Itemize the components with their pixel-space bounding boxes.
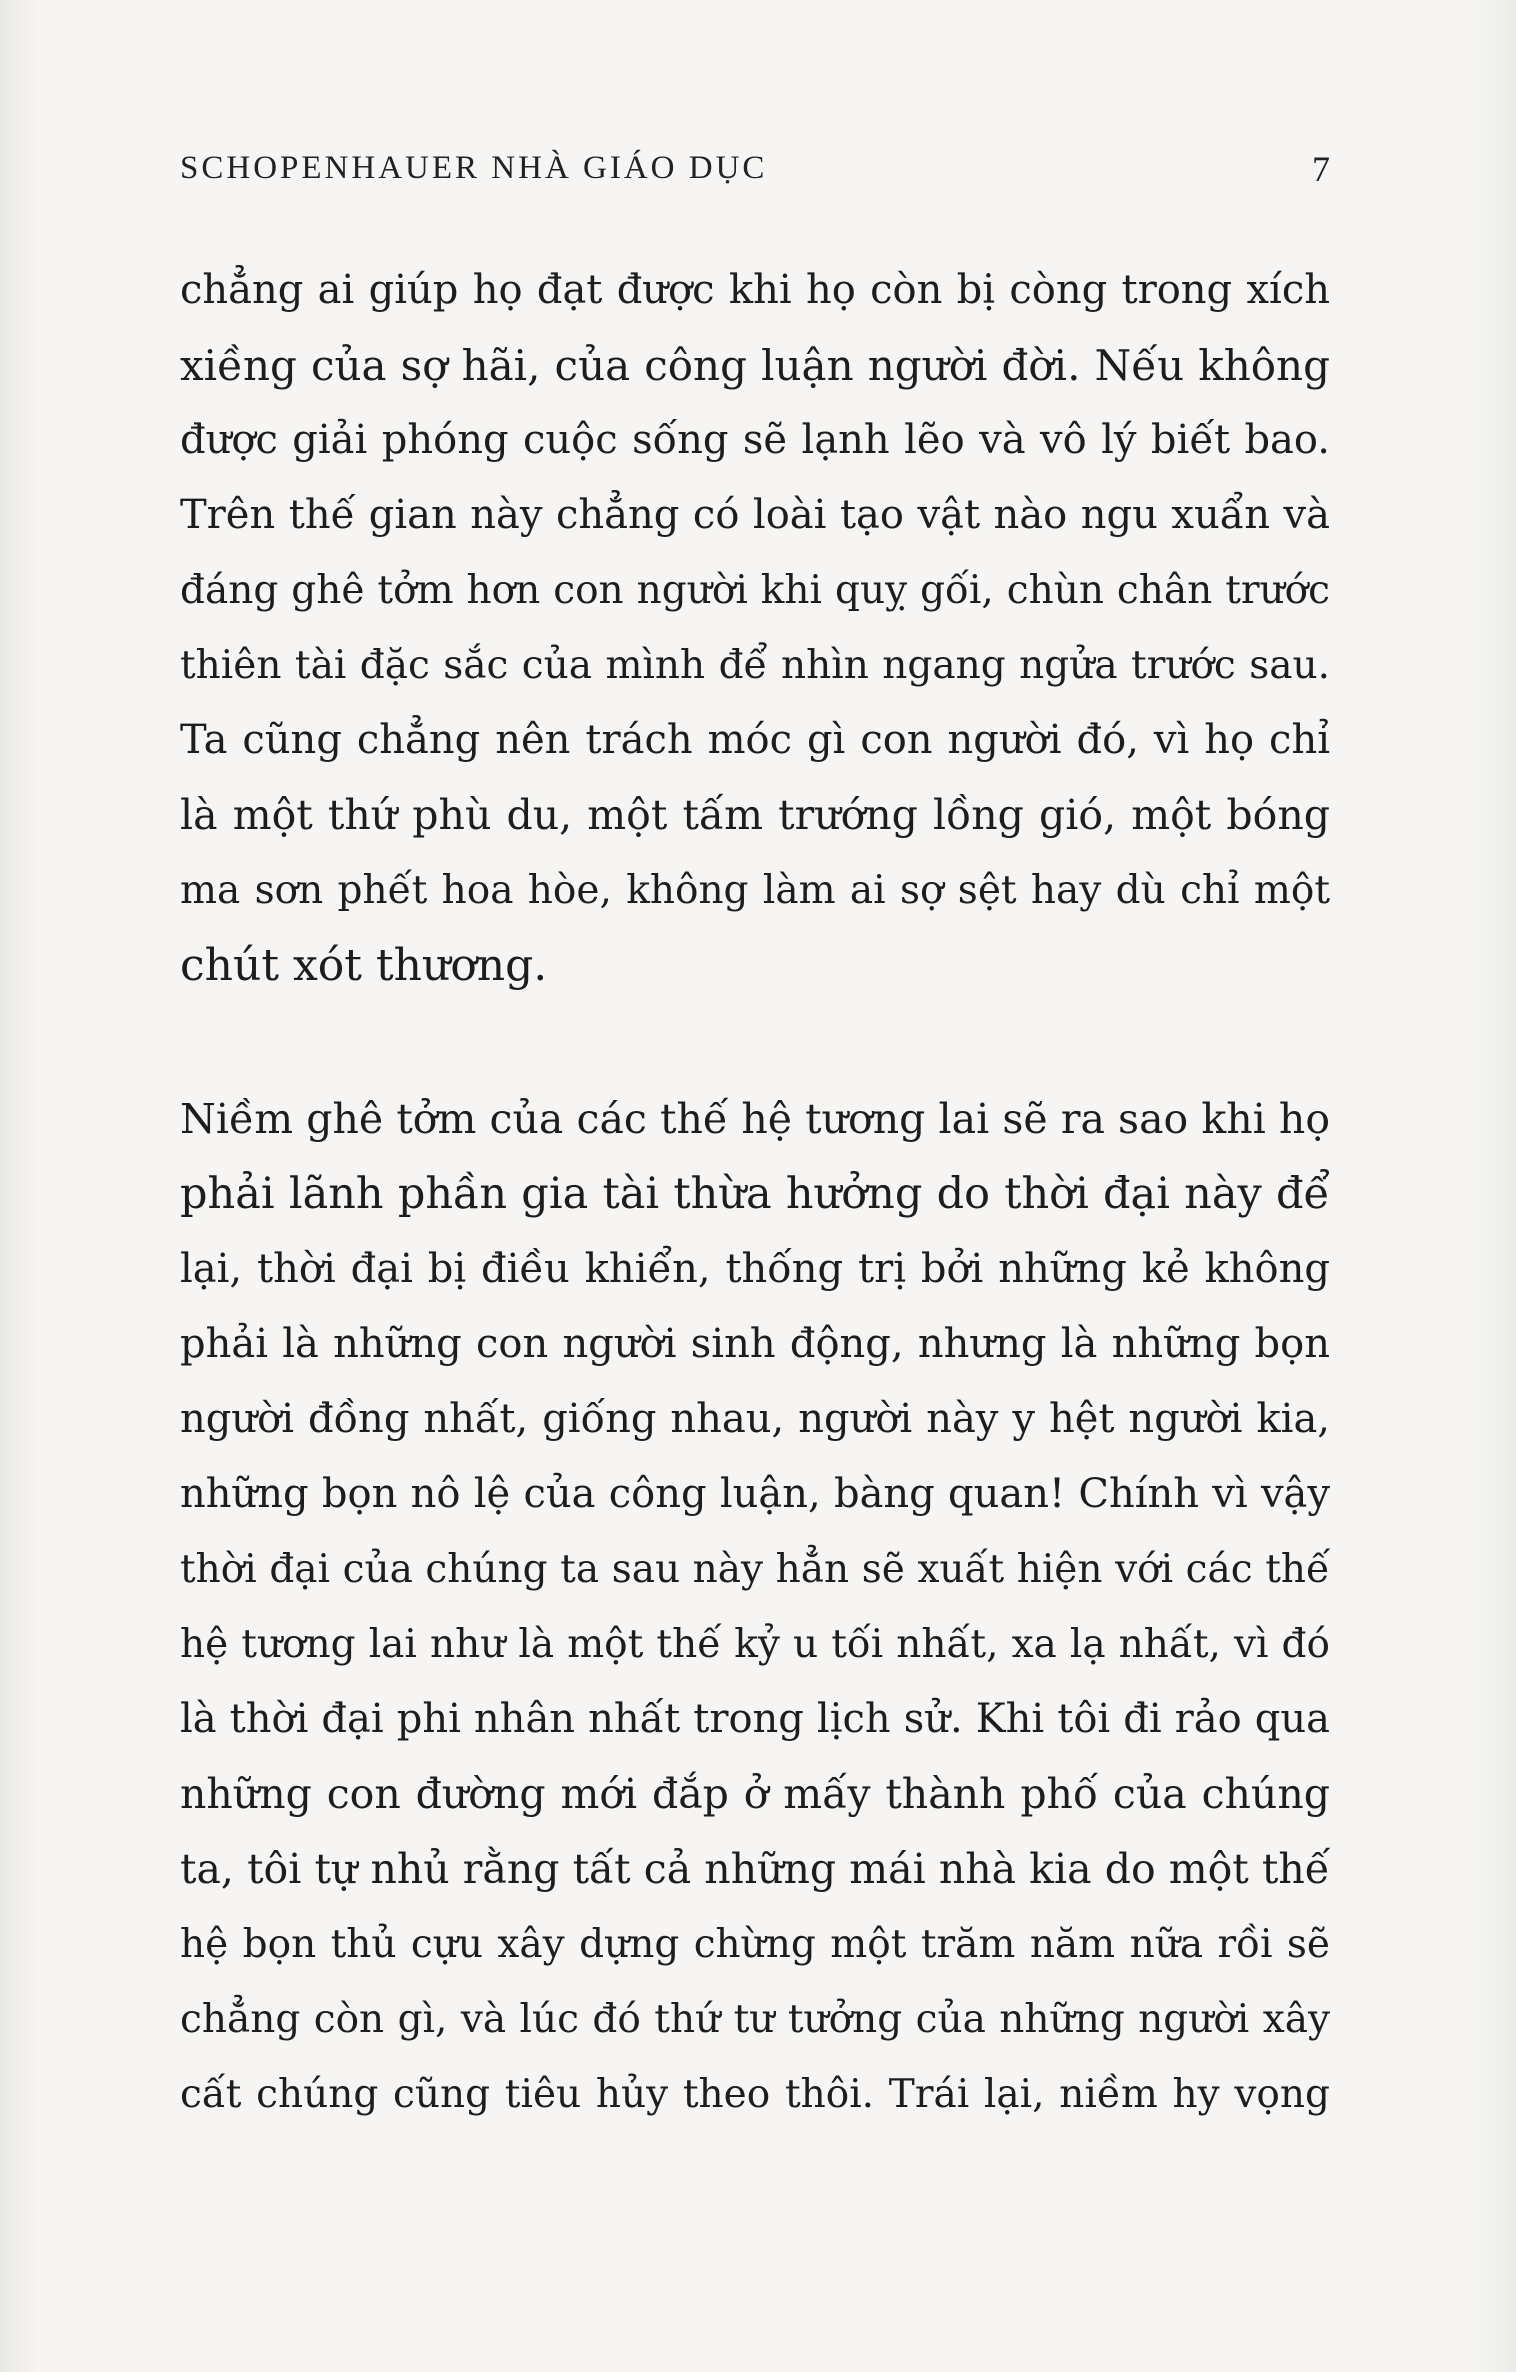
- text-line: chút xót thương.: [180, 940, 548, 991]
- text-line: người đồng nhất, giống nhau, người này y hệt người kia,: [180, 1396, 1330, 1442]
- text-line: lại, thời đại bị điều khiển, thống trị bởi những kẻ không: [180, 1246, 1330, 1292]
- text-line: những con đường mới đắp ở mấy thành phố của chúng: [180, 1770, 1330, 1818]
- text-line: phải lãnh phần gia tài thừa hưởng do thời đại này để: [180, 1169, 1330, 1219]
- paragraph-1: [180, 253, 1330, 1003]
- paragraph-2: [180, 1082, 1330, 2132]
- text-line: xiềng của sợ hãi, của công luận người đời. Nếu không: [180, 341, 1330, 390]
- text-line: ma sơn phết hoa hòe, không làm ai sợ sệt hay dù chỉ một: [180, 868, 1330, 913]
- text-line: cất chúng cũng tiêu hủy theo thôi. Trái lại, niềm hy vọng: [180, 2072, 1330, 2117]
- text-line: là thời đại phi nhân nhất trong lịch sử. Khi tôi đi rảo qua: [180, 1696, 1330, 1742]
- text-line: Trên thế gian này chẳng có loài tạo vật nào ngu xuẩn và: [180, 492, 1330, 538]
- body-text: [180, 253, 1330, 2132]
- text-line: Ta cũng chẳng nên trách móc gì con người đó, vì họ chỉ: [180, 717, 1330, 763]
- text-line: chẳng còn gì, và lúc đó thứ tư tưởng của những người xây: [180, 1997, 1330, 2042]
- page-number: 7: [1312, 149, 1330, 189]
- text-line: những bọn nô lệ của công luận, bàng quan! Chính vì vậy: [180, 1471, 1330, 1517]
- text-line: đáng ghê tởm hơn con người khi quỵ gối, chùn chân trước: [180, 568, 1330, 613]
- text-line: thiên tài đặc sắc của mình để nhìn ngang ngửa trước sau.: [180, 643, 1330, 688]
- text-line: phải là những con người sinh động, nhưng là những bọn: [180, 1321, 1330, 1367]
- text-line: hệ bọn thủ cựu xây dựng chừng một trăm năm nữa rồi sẽ: [180, 1922, 1330, 1967]
- running-title: SCHOPENHAUER NHÀ GIÁO DỤC: [180, 150, 768, 186]
- text-line: được giải phóng cuộc sống sẽ lạnh lẽo và vô lý biết bao.: [180, 417, 1330, 463]
- text-line: ta, tôi tự nhủ rằng tất cả những mái nhà kia do một thế: [180, 1845, 1330, 1893]
- text-line: thời đại của chúng ta sau này hẳn sẽ xuất hiện với các thế: [180, 1547, 1330, 1592]
- text-line: chẳng ai giúp họ đạt được khi họ còn bị còng trong xích: [180, 267, 1330, 313]
- text-line: Niềm ghê tởm của các thế hệ tương lai sẽ ra sao khi họ: [180, 1095, 1330, 1143]
- text-line: là một thứ phù du, một tấm trướng lồng gió, một bóng: [180, 791, 1330, 839]
- text-line: hệ tương lai như là một thế kỷ u tối nhất, xa lạ nhất, vì đó: [180, 1622, 1330, 1667]
